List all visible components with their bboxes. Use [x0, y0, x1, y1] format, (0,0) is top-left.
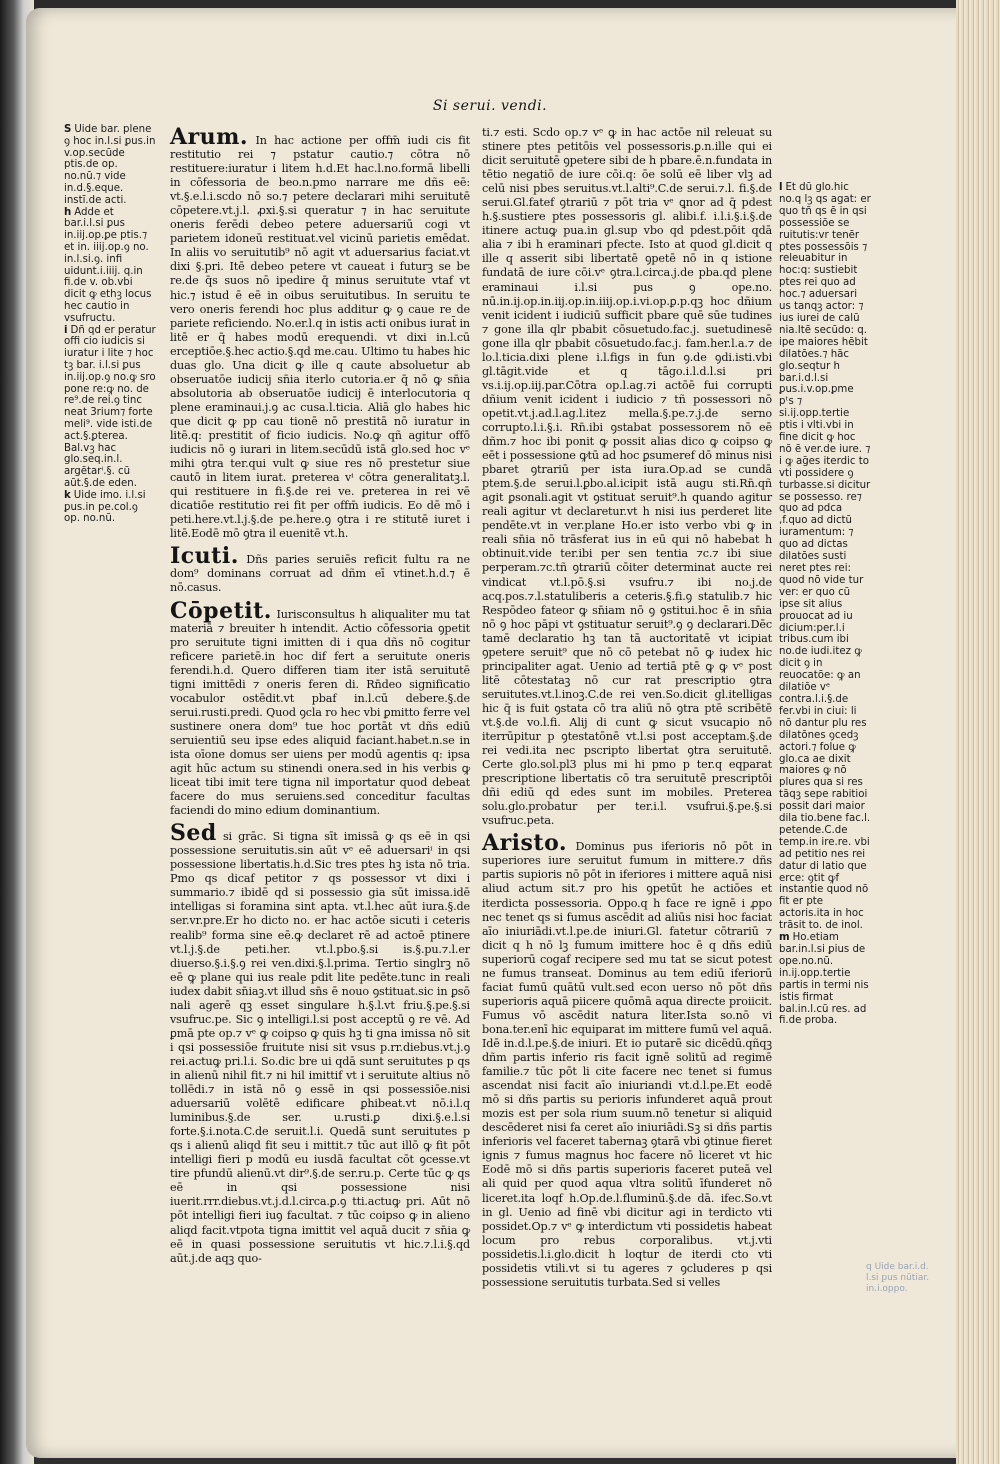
- paragraph-initial: Icuti.: [170, 543, 239, 570]
- paragraph-text: si grāc. Si tigna sīt imissā ꝙ qs eē in qsi possessione seruitutis.sin aūt vᵉ eē aduersariⁱ in qsi possessione libertatis.h.d.Sic tres ptes hꝫ ista nō tria. Pmo qs dicaf petitor ⁊ qs possessor vt dixi i summario.⁊ ibidē qd si possessio gia sūt imissa.idē intelligas si foramina sint apta. vt.l.hec aūt iura.§.de ser.vr.pre.Er ho dicto no. er hac actōe sicuti i ceteris realib⁹ forma sine eē.ꝙ declaret rē ad actoē ptinere vt.l.j.§.de peti.her. vt.l.pbo.§.si is.§.pu.⁊.l.er diuerso.§.i.§.ꝯ rei ven.dixi.§.l.prima. Tertio singlrꝫ nō eē ꝙ plane qui ius reale pdit lite pedēte.tunc in reali iudex dabit sn̄iaꝫ.vt illud sn̄s ē nouo ꝯstituat.sic in ꝑsō nali agerē qꝫ esset singulare h.§.l.vt friu.§.pe.§.si vsufruc.pe. Sic ꝯ intelligi.l.si post acceptū ꝯ re vē. Ad ꝑmā pte op.⁊ vᵉ ꝙ coipso ꝙ quis hꝫ ti gna imissa nō sit i qsi possessiōe fruitute nisi sit vsus p.rr.diebus.vt.j.ꝯ rei.actuꝙ pri.l.i. So.dic bre ui qdā sunt seruitutes p qs in alienū nihil fit.⁊ ni hil imittif vt i seruitute altius nō tollēdi.⁊ in istā nō ꝯ essē in qsi possessiōe.nisi aduersariū volētē edificare ꝑhibeat.vt nō.i.l.q luminibus.§.de ser. u.rusti.ꝑ dixi.§.e.l.si forte.§.i.nota.C.de seruit.l.i. Quedā sunt seruitutes p qs i alienū aliqd fit seu i mittit.⁊ tūc aut illō ꝙ fit pōt intelligi fieri p modū eu iusdā facultat cōt ꝯcesse.vt tire pfundū alienū.vt dir⁹.§.de ser.ru.p. Certe tūc ꝙ qs eē in qsi possessione nisi iuerit.rrr.diebus.vt.j.d.l.circa.ꝑ.ꝯ tti.actuꝙ pri. Aūt nō pōt intelligi fieri iuꝯ facultat. ⁊ tūc coipso ꝙ in alieno aliqd facit.vtpota tigna imittit vel aquā ducit ⁊ sn̄ia ꝙ eē in quasi possessione seruitutis vt hic.⁊.l.i.§.qd aūt.j.de aqꝫ quo-: [170, 830, 471, 1265]
- note-letter: h: [64, 206, 72, 218]
- right-margin-notes: [779, 182, 871, 1027]
- note-text: Ho.etiam bar.in.l.si ꝑius de ope.no.nū. in.ij.opp.tertie partis in termi nis istis firmat bal.in.l.cū res. ad fi.de proba.: [779, 932, 869, 1027]
- text-column-left: [170, 126, 470, 1266]
- note-letter: i: [64, 324, 68, 336]
- margin-note: [779, 182, 871, 932]
- paragraph-text: In hac actione per offm̄ iudi cis fit restitutio rei ⁊ pstatur cautio.⁊ cōtra nō restituere:iuratur i litem h.d.Et hac.l.no.formā libelli in cōfessoria de beo.n.pmo narrare me dñs eē: vt.§.e.l.i.scdo nō so.⁊ petere declarari mihi seruitutē cōpetere.vt.j.l. ꝓxi.§.si queratur ⁊ in hac seruitute oneris ferēdi debeo petere aduersariū cogi vt parietem idoneū restituat.vel vicinū parietis emēdat. In aliis vo seruitutib⁹ nō agit vt aduersarius faciat.vt dixi §.pri. Itē debeo petere vt caueat i futurꝫ se be re.de q̄s suos nō ipedire q̄ minus seruitute vtaf vt hic.⁊ istud ē eē in oibus seruitutibus. In seruitu te vero oneris ferendi hoc plus additur ꝙ ꝯ caue re de pariete reficiendo. No.er.l.q in istis acti onibus iurat̄ in litē er q̄ habes modū erequendi. vt dixi in.l.cū erceptiōe.§.hec actio.§.qd me.cau. Ultimo tu habes hic duas glo. Una dicit ꝙ ille q caute absoluetur ab obseruatōe iudicij sn̄ia iterlo cutoria.er q̄ nō ꝙ sn̄ia absolutoria ab obseruatōe iudicij ē interlocutoria q plene eraminaui.j.ꝯ ac cusa.l.ticia. Aliā glo habes hic que dicit ꝙ pp cau tionē nō prestitā nō iuratur in litē.q: prestitit of ficio iudicis. No.ꝙ qñ agitur offō iudicis nō ꝯ iurari in litem.secūdū istā glo.sed hoc vᵉ mihi ꝯtra ter.qui vult ꝙ siue res nō prestetur siue cautō in litem iurat. ꝑreterea vⁱ cōtra generalitatꝫ.l. qui restituere in fi.§.de rei ve. ꝑreterea in rei vē dicatiōe restitutio rei fit per offm̄ iudicis. Eo dē mō i peti.here.vt.l.j.§.de pe.here.ꝯ ꝯtra i re stitutē iuret i litē.Eodē mō ꝯtra il euenitē vt.h.: [170, 134, 470, 541]
- note-text: Adde et bar.i.l.si ꝑus in.iij.op.ꝑe ptis.⁊ et in. iiij.op.ꝯ no. in.l.si.ꝯ. infi uidunt.i.iiij. q.in fi.de v. ob.vbi dicit ꝙ ethꝫ locus hec cautio in vsufructu.: [64, 206, 152, 324]
- margin-note: [64, 207, 156, 325]
- paragraph: [482, 126, 772, 828]
- bleed-through-note: [866, 1262, 936, 1295]
- margin-note: [64, 124, 156, 207]
- paragraph: [170, 822, 470, 1265]
- paragraph: [482, 832, 772, 1290]
- note-text: Uide bar.i.d. l.si ꝑus nūtiar. in.i.oppo.: [866, 1262, 930, 1294]
- note-text: Uide imo. i.l.si ꝑus.in pe.col.ꝯ op. no.nū.: [64, 489, 146, 525]
- paragraph: [170, 597, 470, 819]
- paragraph: [170, 126, 470, 541]
- note-text: Dñ qd er peratur offi cio iudicis si iuratur i lite ⁊ hoc tꝫ bar. i.l.si ꝑus in.iij.op.ꝯ no.ꝙ sro pone re:ꝙ no. de re⁹.de rei.ꝯ tinc neat 3rium⁊ forte meli⁹. vide isti.de act.§.ꝑterea. Bal.vꝫ hac glo.seq.in.l. argētarⁱ.§. cū aūt.§.de eden.: [64, 324, 156, 489]
- left-margin-notes: [64, 124, 156, 525]
- note-text: Uide bar. plene ꝯ hoc in.l.si ꝑus.in v.op.secūde ptis.de op. no.nū.⁊ vide in.d.§.eque. instī.de acti.: [64, 124, 156, 206]
- paragraph: [170, 545, 470, 595]
- note-letter: m: [779, 932, 790, 944]
- running-header: Si serui. vendi.: [432, 98, 548, 114]
- margin-note: [64, 490, 156, 525]
- note-letter: l: [779, 182, 783, 193]
- note-text: Et dū glo.hic no.q lꝫ qs agat: er quo tñ qs ē in qsi possessiōe se ruitutis:vr tenēr ptes possessōis ⁊ releuabitur in hoc:q: sustiebit ptes rei quo ad hoc.⁊ aduersari us tanqꝫ actor: ⁊ ius iurei de calū nia.Itē secūdo: q. ipe maiores hēbit dilatōes.⁊ hāc glo.seqtur h bar.i.d.l.si ꝑus.i.v.op.ꝑme pᵗs ⁊ si.ij.opp.tertie ptis i vlti.vbi in fine dicit ꝙ hoc nō ē ver.de iure. ⁊ i ꝙ aḡes iterdic to vti possidere ꝯ turbasse.si dicitur se possesso. re⁊ quo ad pdca ,f.quo ad dictū iuramentum: ⁊ quo ad dictas dilatōes susti neret ptes rei: quod nō vide tur ver: er quo cū ipse sit alius prouocat ad iu dicium:per.l.i tribus.cum ibi no.de iudi.itez ꝙ dicit ꝯ in reuocatōe: ꝙ an dilatiōe vᵉ contra.l.i.§.de fer.vbi in ciui: li nō dantur plu res dilatōnes ꝯcedꝫ actori.⁊ folue ꝙ glo.ca ae dixit maiores ꝙ nō plures qua si res tāqꝫ sepe rabitioi possit dari maior dila tio.bene fac.l. petende.C.de temp.in ire.re. vbi ad petitio nes rei datur di latio que erce: ꝯtit ꝙf instantie quod nō fit er pte actoris.ita in hoc trāsit to. de inol.: [779, 182, 871, 932]
- note-letter: q: [866, 1262, 872, 1272]
- paragraph-text: Dominus pus iferioris nō pōt in superiores iure seruitut fumum in mittere.⁊ dñs partis supioris nō pōt in iferiores i mittere aquā nisi aliud actum sit.⁊ pro his ꝯpetūt he actiōes et iterdicta possessoria. Oppo.q h face re ignē i ꝓpo nec tenet qs si fumus ascēdit ad aliūs nisi hoc faciat aīo iniuriādi.vt.l.pe.de iniuri.Gl. fatetur cōtrariū ⁊ dicit q h nō lꝫ fumum imittere hoc ē q dñs ediū superiorū cogaf recipere sed mu tat se sicut potest ne fumus transeat. Dominus au tem ediū iferiorū faciat fumū quātū vult.sed econ uerso nō pōt dñs superioris aquā piicere quōmā aqua directe proiicit. Fumus vō ascēdit natura liter.Ista so.nō vi bona.ter.enī hic equiparat im mittere fumū vel aquā. Idē in.d.l.pe.§.de iniuri. Et io putarē sic dicēdū.qñqꝫ dñm partis inferio ris facit ignē solitū ad regimē familie.⁊ tūc pōt li cite facere nec tenet si fumus ascendat nisi facit aīo iniuriandi vt.d.l.pe.Et eodē mō si dñs partis su perioris infunderet aquā prout mozis est per sola rium suum.nō tenetur si aliquid descēderet nisi fa ceret aīo iniuriādi.Sꝫ si dñs partis inferioris vel faceret tabernaꝫ ꝯtarā vbi ꝯtinue fieret ignis ⁊ fumus magnus hoc facere nō liceret vt hic Eodē mō si dñs partis superioris faceret puteā vel ali quid per quod aqua vltra solitū īfunderet nō liceret.ita loqf h.Op.de.l.fluminū.§.de dā. ifec.So.vt in gl. Uenio ad finē vbi dicitur agi in terdicto vti possidet.Op.⁊ vᵉ ꝙ interdictum vti possidetis habeat locum pro rebus corporalibus. vt.j.vti possidetis.l.i.glo.dicit h loqtur de iterdi cto vti possidetis vtili.vt si tu ageres ⁊ ꝯcluderes p qsi possessione seruitutis turbata.Sed si velles: [482, 840, 772, 1289]
- paragraph-text: ti.⁊ esti. Scdo op.⁊ vᵉ ꝙ in hac actōe nil releuat su stinere ptes petitōis vel possessoris.ꝑ.n.ille qui ei dicit seruitutē ꝯpetere sibi de h pbare.ē.n.fundata in tētio negatiō de iure cōi.q: ōe solū eē liber vlꝫ ad celū nisi pbes seruitus.vt.l.alti⁹.C.de serui.⁊.l. fi.§.de serui.Gl.fatef ꝯtrariū ⁊ pōt tria vᵉ ꝗnor ad q̄ pdest h.§.sustiere ptes possessoris gl. alibi.f. i.l.i.§.i.§.de itinere actuꝙ pua.in gl.sup vbo qd pdest.pōit qdā alia ⁊ ibi h eraminari pfecte. Isto at quod gl.dicit q ille q asserit sibi libertatē ꝯpetē nō in q istione fundatā de iure cōi.vᵉ ꝯtra.l.circa.j.de pba.qd plene eraminaui i.l.si pus ꝯ ope.no. nū.in.ij.op.in.iij.op.in.iiij.op.i.vi.op.ꝑ.p.qꝫ hoc dñium venit icident i iudiciū sufficit pbare quē sūe tudines ⁊ gone illa qlr pbabit cōsuetudo.fac.j. suetudinesē gone illa qlr pbabit cōsuetudo.fac.j. fam.her.l.a.⁊ de lo.l.ticia.dixi plene i.l.figs in fun ꝯ.de ꝯdi.isti.vbi gl.tāgit.vide et q tāgo.i.l.d.l.si pri vs.i.ij.op.iij.par.Cōtra op.l.ag.⁊i actōē fui corrupti dñium venit icident i iudicio ⁊ tñ possessori nō opetit.vt.j.ad.l.ag.l.itez mella.§.pe.⁊.j.de serno corrupto.l.i.§.i. Rn̄.ibi ꝯstabat possessorem nō eē dñm.⁊ hoc ibi ponit ꝙ possit alias dico ꝙ coipso ꝙ eēt i possessione ꝙtū ad hoc ꝑsumeref dō minus nisi pbaret ꝯtrariū per ista iura.Op.ad se cundā ptem.§.de serui.l.ꝑbo.al.icipit istā augu sti.Rn̄.qñ agit ꝑsonali.agit vt ꝯstituat seruit⁹.h quando agitur reali agitur vt declaretur.vt h nisi ius perderet lite pendēte.vt in ver.plane Ho.er isto verbo vbi ꝙ in reali sn̄ia nō trāsferat ius in eū qui nō habebat h obtinuit.vide ter.ibi per sen tentia ⁊c.⁊ ibi siue perperam.⁊c.tñ ꝯtrariū cōiter determinat aucte rei vindicat vt.l.pō.§.si vsufru.⁊ ibi no.j.de acq.pos.⁊.l.statuliberis a ceteris.§.fi.ꝯ statulib.⁊ hic Respōdeo fateor ꝙ sn̄iam nō ꝯ ꝯstitui.hoc ē in sn̄ia nō ꝯ hoc pāpi vt ꝯstituatur seruit⁹.ꝯ ꝯ declarari.Dēc tamē declaratio hꝫ tan tā auctoritatē vt icipiat ꝯpetere seruit⁹ que nō cō petebat nō ꝙ iudex hic principaliter agat. Uenio ad tertiā ptē ꝙ ꝙ vᵉ post litē cōtestataꝫ nō cur rat prescriptio ꝯtra seruitutes.vt.l.inoꝫ.C.de rei ven.So.dicit gl.itelligas hic q̄ is fuit ꝯstata cō tra aliū nō ꝯtra ptē scribētē vt.§.de vo.l.fi. Alij di cunt ꝙ sicut vsucapio nō iterrūpitur p ꝯtestatōnē vt.l.si post acceptam.§.de rei vedi.ita nec pscripto libertat ꝯtra seruitutē. Certe glo.sol.pl3 plus mi hi pmo p ter.q eqparat prescriptione libertatis cō tra seruitutē prescriptōi dñi ediū qd edes sunt im mobiles. Preterea solu.glo.probatur per ter.i.l. vsufrui.§.pe.§.si vsufruc.peta.: [482, 126, 772, 828]
- text-column-right: [482, 126, 772, 1290]
- paragraph-text: Dñs paries seruiēs reficit fultu ra ne dom⁹ dominans corruat ad dñm eī vtinet.h.d.⁊ ē nō.casus.: [170, 553, 471, 595]
- paragraph-initial: Sed: [170, 820, 217, 847]
- paragraph-initial: Cōpetit.: [170, 597, 272, 624]
- note-letter: S: [64, 124, 72, 135]
- note-letter: k: [64, 489, 71, 501]
- page-stack-edge: [956, 0, 1000, 1464]
- paragraph-initial: Arum.: [170, 124, 249, 150]
- margin-note: [64, 325, 156, 490]
- paragraph-initial: Aristo.: [482, 830, 568, 857]
- paragraph-text: Iurisconsultus h aliqualiter mu tat materiā ⁊ breuiter h intendit. Actio cōfessoria ꝯpetit pro seruitute tigni imitten di i qua dñs nō cogitur reficere parietē.in hoc dif fert a seruitute oneris ferendi.h.d. Quero differen tiam iter istā seruitutē tigni imittēdi ⁊ oneris feren di. Rn̄deo significatio vocabulor ostēdit.vt pbaf in.l.cū debere.§.de serui.rusti.predi. Quod ꝯcla ro hec vbi ꝑmitto ferre vel sustinere onera dom⁹ tue hoc ꝑortāt vt dñs ediū seruientiū seu ipse edes aliquid faciant.habet.n.se in ista oīone domus ser uiens per modū agentis q: ipsa agit hūc actum su stinendi onera.sed in his verbis ꝙ liceat tibi imit tere tigna nil importatur quod debeat facere do mus seruiens.sed conceditur facultas faciendi do mino edium dominantium.: [170, 607, 470, 818]
- margin-note: [779, 932, 871, 1027]
